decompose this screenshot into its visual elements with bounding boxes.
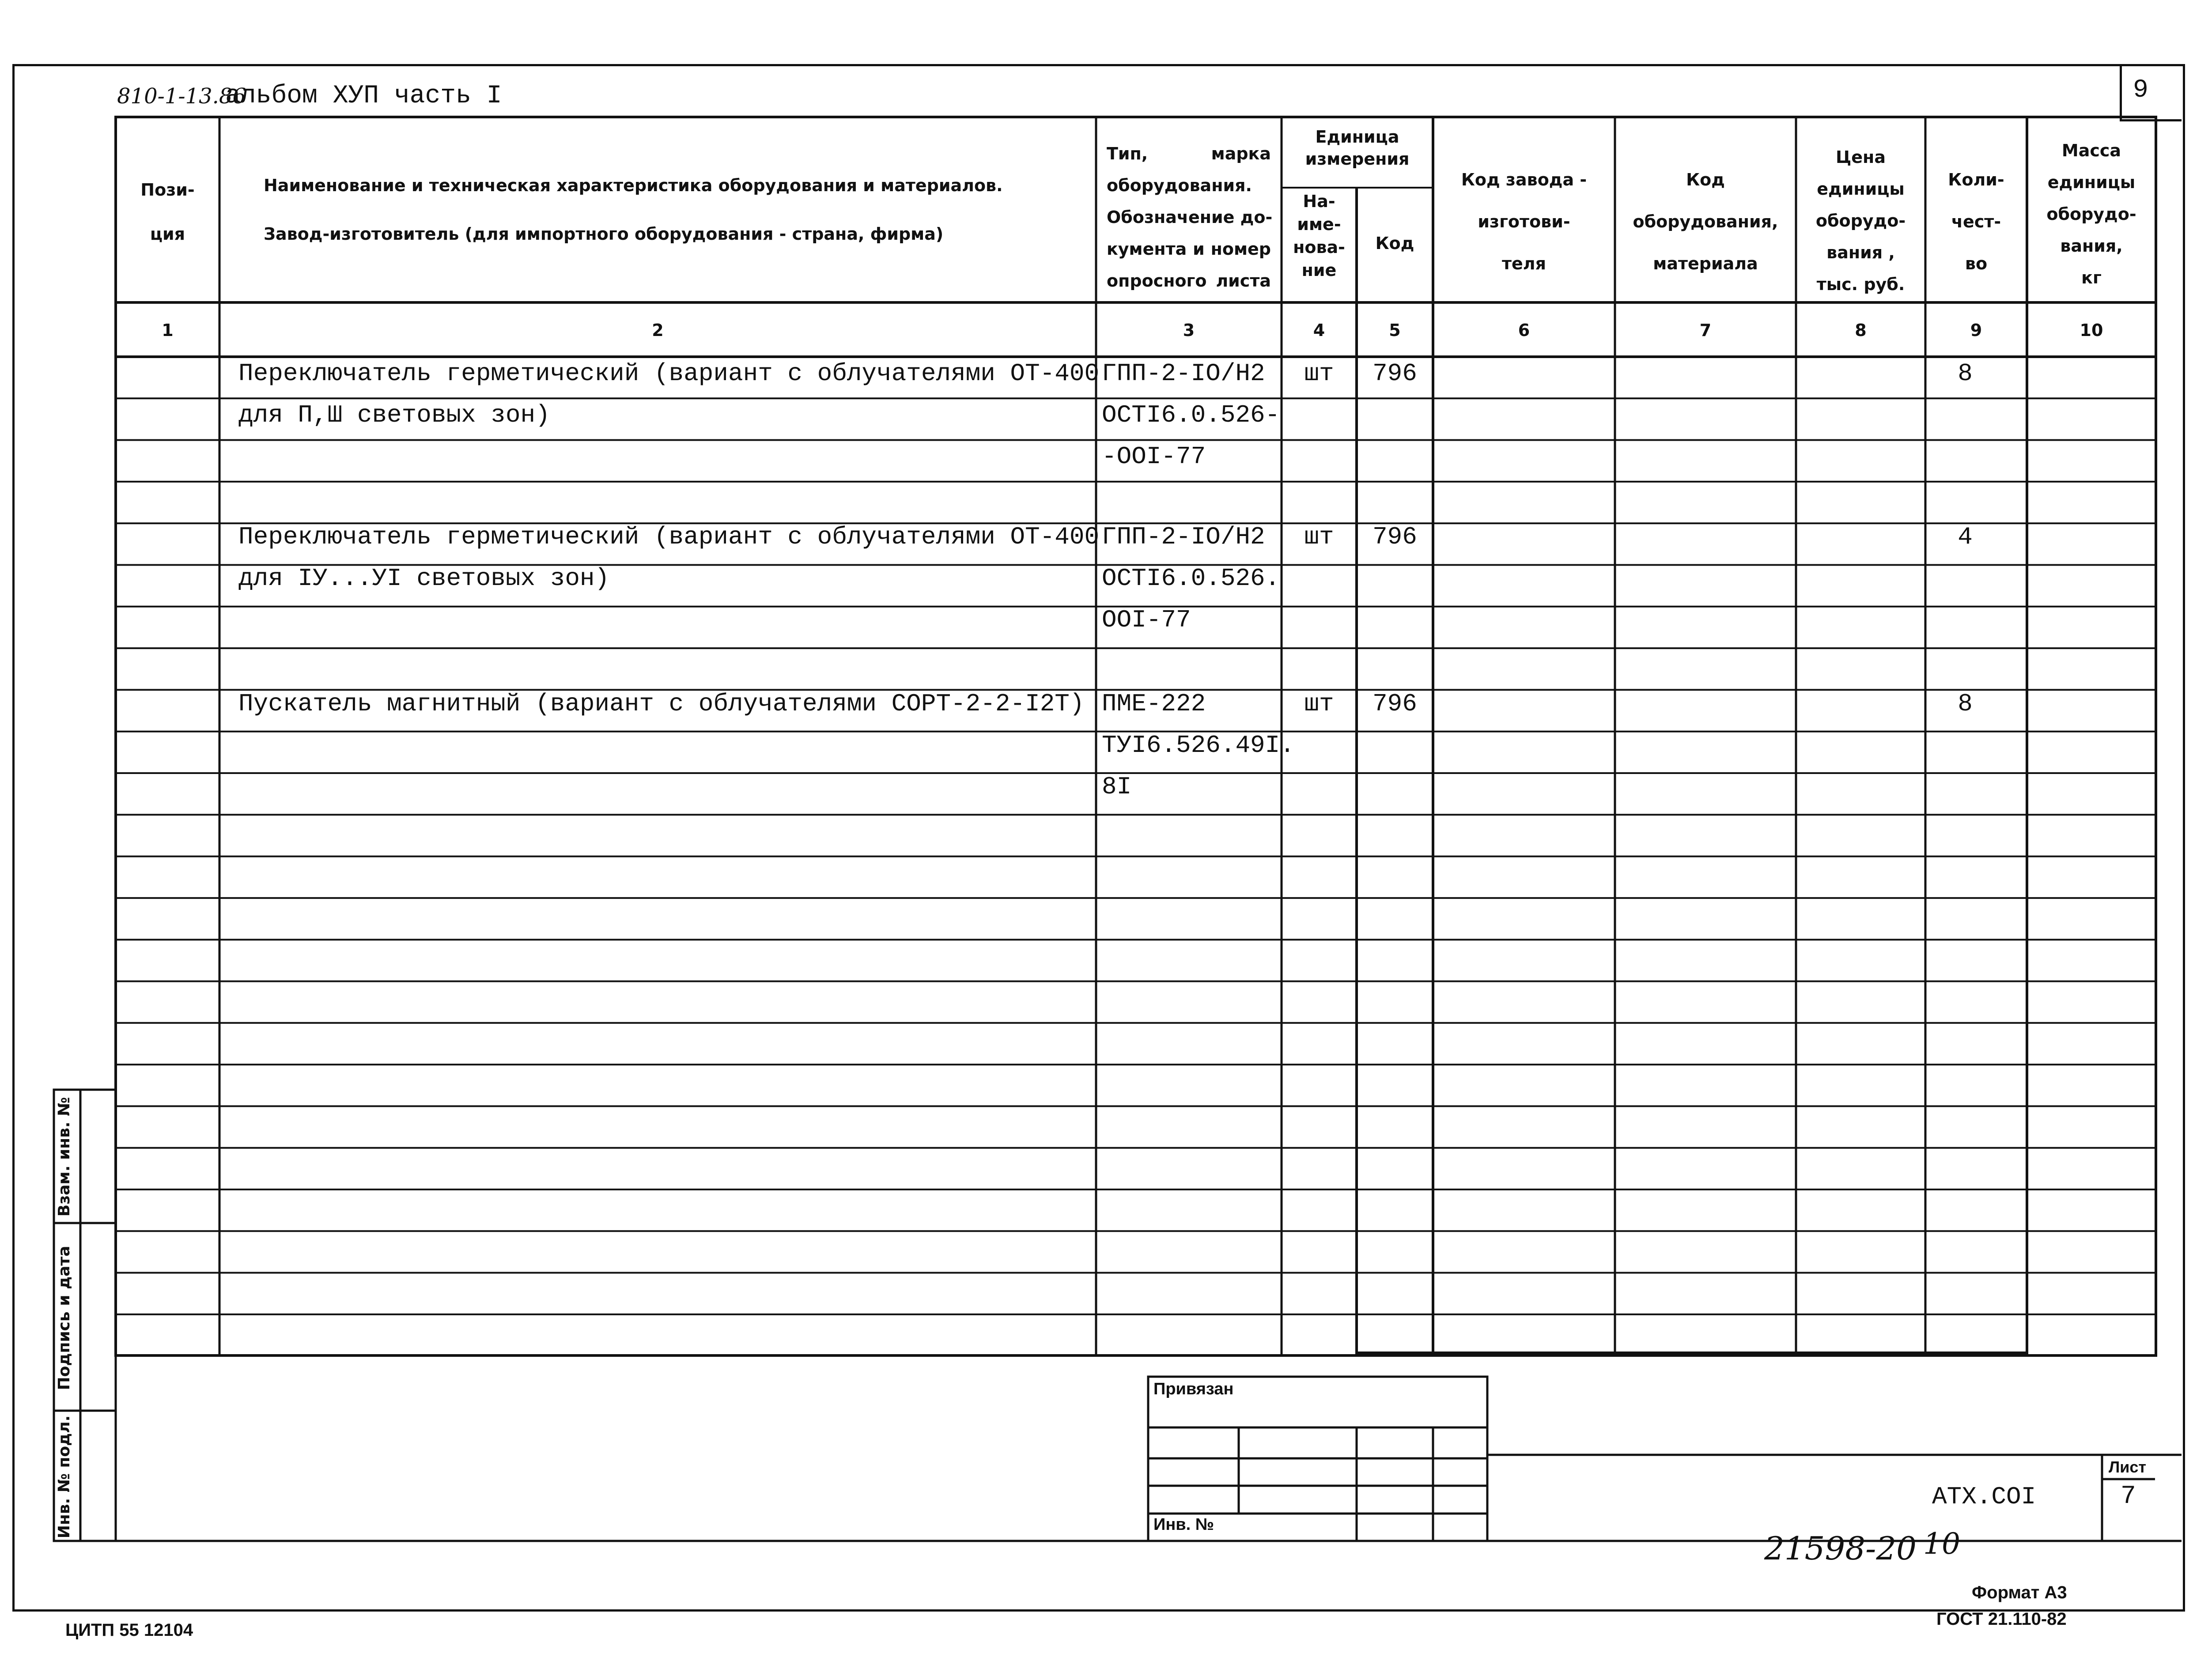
header-mass-line: кг xyxy=(2081,268,2102,287)
header-mass-line: оборудо- xyxy=(2046,204,2136,224)
page-number: 9 xyxy=(2133,76,2148,105)
album-code: 810-1-13.86 xyxy=(117,84,246,109)
header-unit-group-line: измерения xyxy=(1305,149,1410,169)
row-7-type: OOI-77 xyxy=(1102,606,1191,634)
row-5-type: ГПП-2-IO/Н2 xyxy=(1102,523,1265,551)
doc-code: АТХ.COI xyxy=(1932,1483,2036,1511)
header-type-line: Тип, марка xyxy=(1107,144,1271,163)
row-9-unit_name: шт xyxy=(1304,690,1334,718)
column-number-4: 4 xyxy=(1313,321,1325,340)
sheet-label: Лист xyxy=(2109,1458,2147,1476)
row-10-type: ТУI6.526.49I. xyxy=(1102,731,1295,759)
sheet-number: 7 xyxy=(2121,1482,2136,1511)
side-stamp-vzam: Взам. инв. № xyxy=(55,1097,73,1217)
row-9-qty: 8 xyxy=(1958,690,1973,718)
row-9-type: ПМЕ-222 xyxy=(1102,690,1206,718)
header-qty-line: чест- xyxy=(1951,212,2001,231)
header-unit_name-line: име- xyxy=(1297,215,1341,234)
header-mass-line: вания, xyxy=(2060,236,2123,256)
row-9-unit_code: 796 xyxy=(1373,690,1417,718)
header-price-line: оборудо- xyxy=(1815,211,1906,230)
tsitp-label: ЦИТП 55 12104 xyxy=(65,1620,193,1640)
row-1-qty: 8 xyxy=(1958,359,1973,388)
header-unit_name-line: ние xyxy=(1301,260,1337,280)
row-2-type: ОСТI6.0.526- xyxy=(1102,401,1280,429)
header-price-line: тыс. руб. xyxy=(1816,275,1905,294)
header-equip_code-line: материала xyxy=(1653,254,1758,273)
column-number-5: 5 xyxy=(1389,321,1401,340)
handwritten-sheet: 10 xyxy=(1923,1527,1960,1561)
privyazan-label: Привязан xyxy=(1153,1380,1234,1398)
header-unit_name-line: На- xyxy=(1303,192,1335,211)
header-unit_name-line: нова- xyxy=(1293,238,1345,257)
row-5-qty: 4 xyxy=(1958,523,1973,551)
header-equip_code-line: Код xyxy=(1686,170,1725,189)
header-name-line: Завод-изготовитель (для импортного оборудования - страна, фирма) xyxy=(264,224,944,244)
row-1-unit_name: шт xyxy=(1304,359,1334,388)
header-type-line: Обозначение до- xyxy=(1107,208,1273,227)
inv-no-label: Инв. № xyxy=(1153,1515,1214,1534)
row-6-name: для IУ...УI световых зон) xyxy=(238,564,610,593)
row-1-type: ГПП-2-IO/Н2 xyxy=(1102,359,1265,388)
format-label: Формат А3 xyxy=(1972,1583,2067,1602)
header-pos-line: Пози- xyxy=(140,180,195,200)
header-qty-line: Коли- xyxy=(1948,170,2004,189)
handwritten-number: 21598-20 xyxy=(1764,1530,1917,1567)
header-mass-line: единицы xyxy=(2047,173,2136,192)
row-5-name: Переключатель герметический (вариант с облучателями ОТ-400 xyxy=(238,523,1100,551)
row-5-unit_name: шт xyxy=(1304,523,1334,551)
album-title: альбом ХУП часть I xyxy=(225,82,502,110)
column-number-3: 3 xyxy=(1183,321,1195,340)
column-number-8: 8 xyxy=(1855,321,1867,340)
header-pos-line: ция xyxy=(150,224,185,244)
column-number-10: 10 xyxy=(2080,321,2103,340)
header-price-line: Цена xyxy=(1836,147,1886,167)
row-2-name: для П,Ш световых зон) xyxy=(238,401,550,429)
header-type-line: кумента и номер xyxy=(1107,239,1271,259)
header-name-line: Наименование и техническая характеристика оборудования и материалов. xyxy=(264,176,1003,195)
row-9-name: Пускатель магнитный (вариант с облучателями СОРТ-2-2-I2Т) xyxy=(238,690,1085,718)
row-11-type: 8I xyxy=(1102,773,1132,801)
header-price-line: вания , xyxy=(1826,243,1895,262)
header-plant_code-line: Код завода - xyxy=(1461,170,1587,189)
column-number-7: 7 xyxy=(1699,321,1712,340)
side-stamp-signature: Подпись и дата xyxy=(55,1246,73,1390)
column-number-9: 9 xyxy=(1970,321,1982,340)
header-type-line: оборудования. xyxy=(1107,176,1252,195)
header-plant_code-line: изготови- xyxy=(1478,212,1570,231)
row-6-type: ОСТI6.0.526. xyxy=(1102,564,1280,593)
row-1-unit_code: 796 xyxy=(1373,359,1417,388)
column-number-6: 6 xyxy=(1518,321,1530,340)
header-qty-line: во xyxy=(1965,254,1988,273)
row-1-name: Переключатель герметический (вариант с облучателями ОТ-400 xyxy=(238,359,1100,388)
column-number-2: 2 xyxy=(652,321,664,340)
header-mass-line: Масса xyxy=(2061,141,2121,160)
header-price-line: единицы xyxy=(1817,179,1905,199)
column-number-1: 1 xyxy=(162,321,174,340)
header-type-line: опросного листа xyxy=(1107,271,1271,291)
header-equip_code-line: оборудования, xyxy=(1633,212,1778,231)
row-5-unit_code: 796 xyxy=(1373,523,1417,551)
header-unit-group-line: Единица xyxy=(1315,127,1399,147)
side-stamp-inv: Инв. № подл. xyxy=(55,1415,73,1539)
gost-label: ГОСТ 21.110-82 xyxy=(1936,1609,2067,1629)
row-3-type: -OOI-77 xyxy=(1102,442,1206,471)
header-plant_code-line: теля xyxy=(1501,254,1546,273)
header-unit_code-line: Код xyxy=(1375,234,1414,253)
